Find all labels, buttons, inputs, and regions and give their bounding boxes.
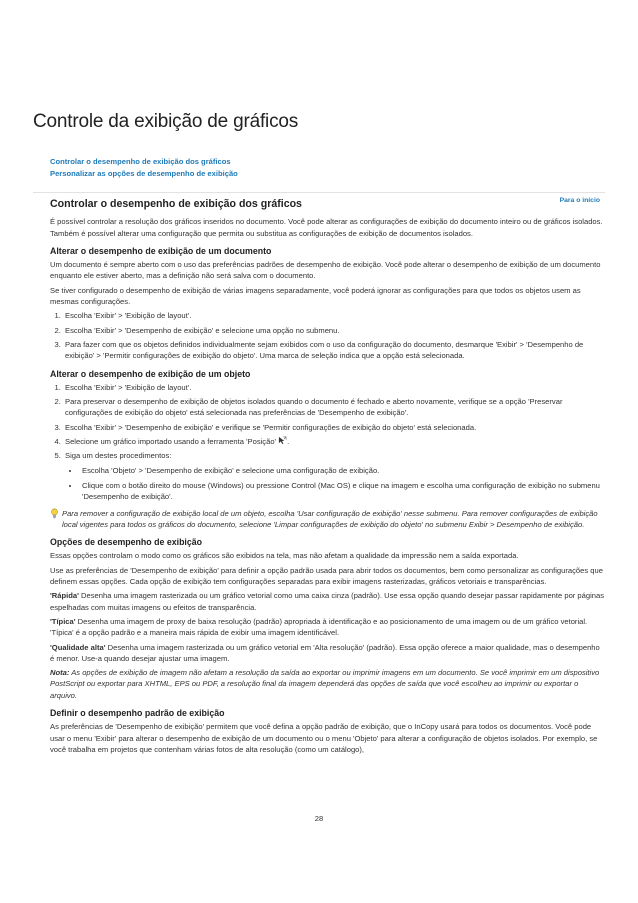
step-text: Siga um destes procedimentos:: [65, 451, 172, 461]
list-item: 1. Escolha 'Exibir' > 'Exibição de layout'.: [63, 310, 606, 321]
page-title: Controle da exibição de gráficos: [33, 111, 299, 132]
steps-list: [50, 382, 606, 503]
option-fast: [50, 590, 606, 613]
section-heading: Controlar o desempenho de exibição dos gráficos: [50, 198, 302, 210]
option-high-quality: [50, 642, 606, 665]
option-label: 'Qualidade alta': [50, 642, 106, 652]
list-item: 2. Escolha 'Exibir' > 'Desempenho de exibição' e selecione uma opção no submenu.: [63, 325, 606, 336]
step-end: .: [287, 437, 290, 447]
toc-link-control-performance[interactable]: Controlar o desempenho de exibição dos gráficos: [50, 157, 231, 166]
subsection-heading-object: Alterar o desempenho de exibição de um objeto: [50, 368, 251, 379]
page-number: 28: [314, 814, 324, 823]
option-text: Desenha uma imagem rasterizada ou um gráfico vetorial em 'Alta resolução' (padrão). Essa opção oferece a maior qualidade, mas o desempenho é menor. Use-a quando desejar ajustar uma imagem.: [50, 642, 600, 663]
paragraph: Essas opções controlam o modo como os gráficos são exibidos na tela, mas não afetam a qualidade da impressão nem a saída exportada.: [50, 551, 519, 561]
note-label: Nota:: [50, 668, 70, 678]
section-divider: [33, 192, 605, 193]
list-item: 2. Para preservar o desempenho de exibição de objetos isolados quando o documento é fechado e aberto novamente, verifique se a opção 'Preservar configurações de exibição do objeto' está selecionada nas preferências de 'Desempenho de exibição'.: [63, 396, 606, 419]
paragraph: As preferências de 'Desempenho de exibição' permitem que você defina a opção padrão de exibição, que o InCopy usará para todos os documentos. Você pode usar o menu 'Exibir' para alterar o desempenho de exibição de um documento ou o menu 'Objeto' para alterar a configuração de objetos isolados. Por exemplo, se você trabalha em projetos que contenham várias fotos de alta resolução (como um catálogo),: [50, 722, 598, 754]
note-text: As opções de exibição de imagem não afetam a resolução da saída ao exportar ou imprimir imagens em um documento. Se você imprimir em um dispositivo PostScript ou exportar para XHTML, EPS ou PDF, a resolução final da imagem dependerá das opções de saída que você escolheu ao imprimir ou exportar o arquivo.: [50, 668, 600, 700]
option-typical: [50, 616, 606, 639]
step-text: Selecione um gráfico importado usando a ferramenta 'Posição': [65, 437, 277, 447]
table-of-contents: [50, 156, 238, 179]
subsection-heading-document: Alterar o desempenho de exibição de um documento: [50, 245, 272, 256]
option-text: Desenha uma imagem de proxy de baixa resolução (padrão) apropriada à identificação e ao posicionamento de uma imagem ou de um gráfico vetorial. 'Típica' é a opção padrão e a maneira mais rápida de exibir uma imagem identificável.: [50, 616, 588, 638]
list-item: [63, 450, 606, 502]
option-label: 'Típica': [50, 616, 76, 626]
list-item: [63, 436, 606, 447]
list-item: 3. Escolha 'Exibir' > 'Desempenho de exibição' e verifique se 'Permitir configurações de exibição do objeto' está selecionada.: [63, 422, 606, 433]
steps-list: [50, 310, 606, 361]
paragraph: Se tiver configurado o desempenho de exibição de várias imagens separadamente, você poderá ignorar as configurações para que todos os objetos usem as mesmas configurações.: [50, 285, 581, 307]
option-text: Desenha uma imagem rasterizada ou um gráfico vetorial como uma caixa cinza (padrão). Use essa opção quando desejar passar rapidamente por páginas espelhadas com muitas imagens ou efeitos de transparência.: [50, 591, 605, 612]
note: [50, 667, 606, 701]
bullet-item: • Escolha 'Objeto' > 'Desempenho de exibição' e selecione uma configuração de exibição.: [80, 465, 606, 476]
tip-note: [50, 508, 606, 531]
tip-text: Para remover a configuração de exibição local de um objeto, escolha 'Usar configuração de exibição' nesse submenu. Para remover configurações de exibição local vigentes para todos os gráficos do documento, selecione 'Limpar configurações de exibição do objeto' no submenu Exibir > Desempenho de exibição.: [62, 508, 598, 529]
option-label: 'Rápida': [50, 591, 79, 601]
subsection-heading-default: Definir o desempenho padrão de exibição: [50, 707, 225, 718]
list-item: 1. Escolha 'Exibir' > 'Exibição de layout'.: [63, 382, 606, 393]
back-to-top-link[interactable]: Para o início: [559, 197, 600, 204]
paragraph: Use as preferências de 'Desempenho de exibição' para definir a opção padrão usada para abrir todos os documentos, bem como personalizar as configurações que definem essas opções. Cada opção de exibição tem configurações separadas para exibir imagens rasterizadas, gráficos vetoriais e transparências.: [50, 565, 603, 587]
bullet-item: • Clique com o botão direito do mouse (Windows) ou pressione Control (Mac OS) e clique na imagem e escolha uma configuração de exibição no submenu 'Desempenho de exibição'.: [80, 480, 606, 503]
toc-link-customize-options[interactable]: Personalizar as opções de desempenho de exibição: [50, 168, 238, 178]
main-content: [50, 199, 606, 758]
position-tool-icon: [278, 436, 290, 447]
section-intro: É possível controlar a resolução dos gráficos inseridos no documento. Você pode alterar as configurações de exibição do documento inteiro ou de gráficos isolados. Também é possível alterar uma configuração que permita ou substitua as configurações de exibição de documentos isolados.: [50, 217, 603, 238]
lightbulb-icon: [50, 508, 59, 519]
bullet-list: [65, 465, 606, 503]
subsection-heading-options: Opções de desempenho de exibição: [50, 537, 203, 548]
paragraph: Um documento é sempre aberto com o uso das preferências padrões de desempenho de exibição. Você pode alterar o desempenho de exibição de um documento enquanto ele estiver aberto, mas a definição não será salva com o documento.: [50, 260, 601, 281]
list-item: 3. Para fazer com que os objetos definidos individualmente sejam exibidos com o uso da configuração do documento, desmarque 'Exibir' > 'Desempenho de exibição' > 'Permitir configurações de exibição do objeto'. Uma marca de seleção indica que a opção está selecionada.: [63, 339, 606, 362]
